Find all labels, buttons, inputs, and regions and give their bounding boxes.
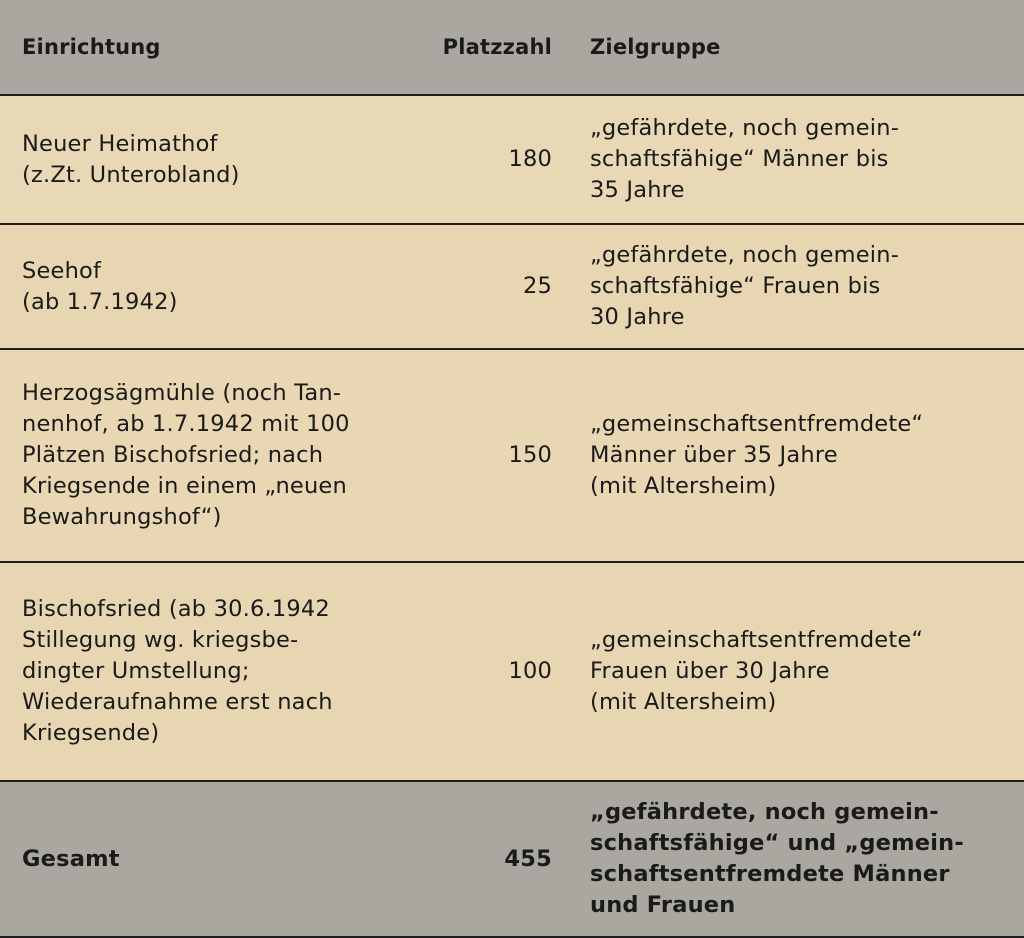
header-cell-zielgruppe (590, 0, 1010, 94)
platzzahl-text: 150 (508, 442, 552, 468)
einrichtung-text: Herzogsägmühle (noch Tan- nenhof, ab 1.7.1942 mit 100 Plätzen Bischofsried; nach Kriegsende in einem „neuen Bewahrungshof“) (22, 380, 350, 530)
zielgruppe-text: „gefährdete, noch gemein- schaftsfähige“ Männer bis 35 Jahre (590, 115, 900, 203)
table-row (0, 96, 1024, 225)
table-row (0, 563, 1024, 782)
cell-zielgruppe (590, 96, 1010, 223)
header-label-einrichtung: Einrichtung (22, 34, 161, 59)
table-row (0, 350, 1024, 563)
cell-zielgruppe (590, 563, 1010, 780)
cell-zielgruppe (590, 225, 1010, 348)
cell-einrichtung (22, 350, 402, 561)
total-cell-label (22, 782, 402, 936)
platzzahl-text: 25 (522, 273, 552, 299)
zielgruppe-text: „gefährdete, noch gemein- schaftsfähige“ Frauen bis 30 Jahre (590, 242, 900, 330)
zielgruppe-text: „gemeinschaftsentfremdete“ Männer über 35 Jahre (mit Altersheim) (590, 411, 924, 499)
table-total-row (0, 782, 1024, 938)
cell-zielgruppe (590, 350, 1010, 561)
einrichtung-text: Seehof (ab 1.7.1942) (22, 257, 178, 315)
einrichtung-text: Bischofsried (ab 30.6.1942 Stillegung wg. kriegsbe- dingter Umstellung; Wiederaufnahme erst nach Kriegsende) (22, 596, 333, 746)
total-platzzahl: 455 (504, 845, 552, 872)
total-zielgruppe: „gefährdete, noch gemein- schaftsfähige“ und „gemein- schaftsentfremdete Männer und Frauen (590, 799, 964, 918)
total-cell-zielgruppe (590, 782, 1010, 936)
header-label-platzzahl: Platzzahl (442, 34, 552, 59)
cell-platzzahl (420, 96, 552, 223)
header-cell-einrichtung (22, 0, 402, 94)
cell-platzzahl (420, 350, 552, 561)
table-header-row (0, 0, 1024, 96)
cell-platzzahl (420, 563, 552, 780)
table-row (0, 225, 1024, 350)
header-label-zielgruppe: Zielgruppe (590, 34, 721, 59)
platzzahl-text: 180 (508, 146, 552, 172)
cell-einrichtung (22, 225, 402, 348)
header-cell-platzzahl (420, 0, 552, 94)
total-label: Gesamt (22, 845, 120, 872)
total-cell-platzzahl (420, 782, 552, 936)
platzzahl-text: 100 (508, 658, 552, 684)
cell-platzzahl (420, 225, 552, 348)
zielgruppe-text: „gemeinschaftsentfremdete“ Frauen über 30 Jahre (mit Altersheim) (590, 627, 924, 715)
cell-einrichtung (22, 563, 402, 780)
cell-einrichtung (22, 96, 402, 223)
einrichtung-text: Neuer Heimathof (z.Zt. Unterobland) (22, 130, 240, 188)
